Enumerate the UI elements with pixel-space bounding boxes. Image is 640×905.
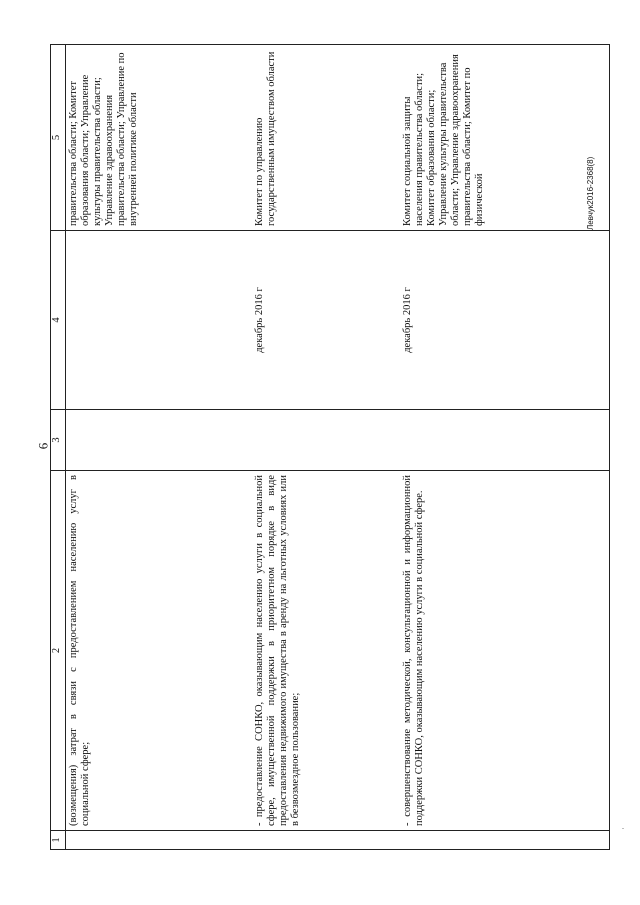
margin-mark: . xyxy=(622,822,624,831)
col-4-cell xyxy=(66,231,610,410)
document-signature-code: Левчук2016-2368(8) xyxy=(586,156,595,230)
row-2-text: - предоставление СОНКО, оказывающим населению услуги в социальной сфере, имущественной поддержки в приоритетном порядке в виде предоставления недвижимого имущества в аренду на льготных условиях или в безвозмездное пользование; xyxy=(254,475,301,826)
col-5-cell xyxy=(66,45,610,231)
header-col-4: 4 xyxy=(51,231,66,410)
col-3-cell xyxy=(66,410,610,471)
row-3-responsible: Комитет социальной защиты населения правительства области; Комитет образования области; Управление культуры правительства области; Управление здравоохранения правительства области; Комитет по физической xyxy=(402,54,485,226)
header-col-2: 2 xyxy=(51,471,66,831)
col-1-cell xyxy=(66,831,610,850)
col-2-cell xyxy=(66,471,610,831)
table-body-row xyxy=(66,45,610,850)
row-2-date: декабрь 2016 г xyxy=(254,287,265,353)
page-number: 6 xyxy=(35,442,51,450)
row-3-text: - совершенствование методической, консультационной и информационной поддержки СОНКО, оказывающим населению услуги в социальной сфере. xyxy=(402,475,425,826)
rotated-table-page xyxy=(50,50,610,850)
header-col-3: 3 xyxy=(51,410,66,471)
row-3-date: декабрь 2016 г xyxy=(402,287,413,353)
row-2-responsible: Комитет по управлению государственным имуществом области xyxy=(254,51,277,226)
row-1-responsible: правительства области; Комитет образования области; Управление культуры правительства области; Управление здравоохранения правительства области; Управление по внутренней политике области xyxy=(68,52,139,226)
plan-table xyxy=(50,44,610,850)
row-1-date xyxy=(68,235,254,405)
header-col-1: 1 xyxy=(51,831,66,850)
row-1-text: (возмещения) затрат в связи с предоставлением населению услуг в социальной сфере; xyxy=(68,475,91,826)
table-header-row xyxy=(51,45,66,850)
header-col-5: 5 xyxy=(51,45,66,231)
